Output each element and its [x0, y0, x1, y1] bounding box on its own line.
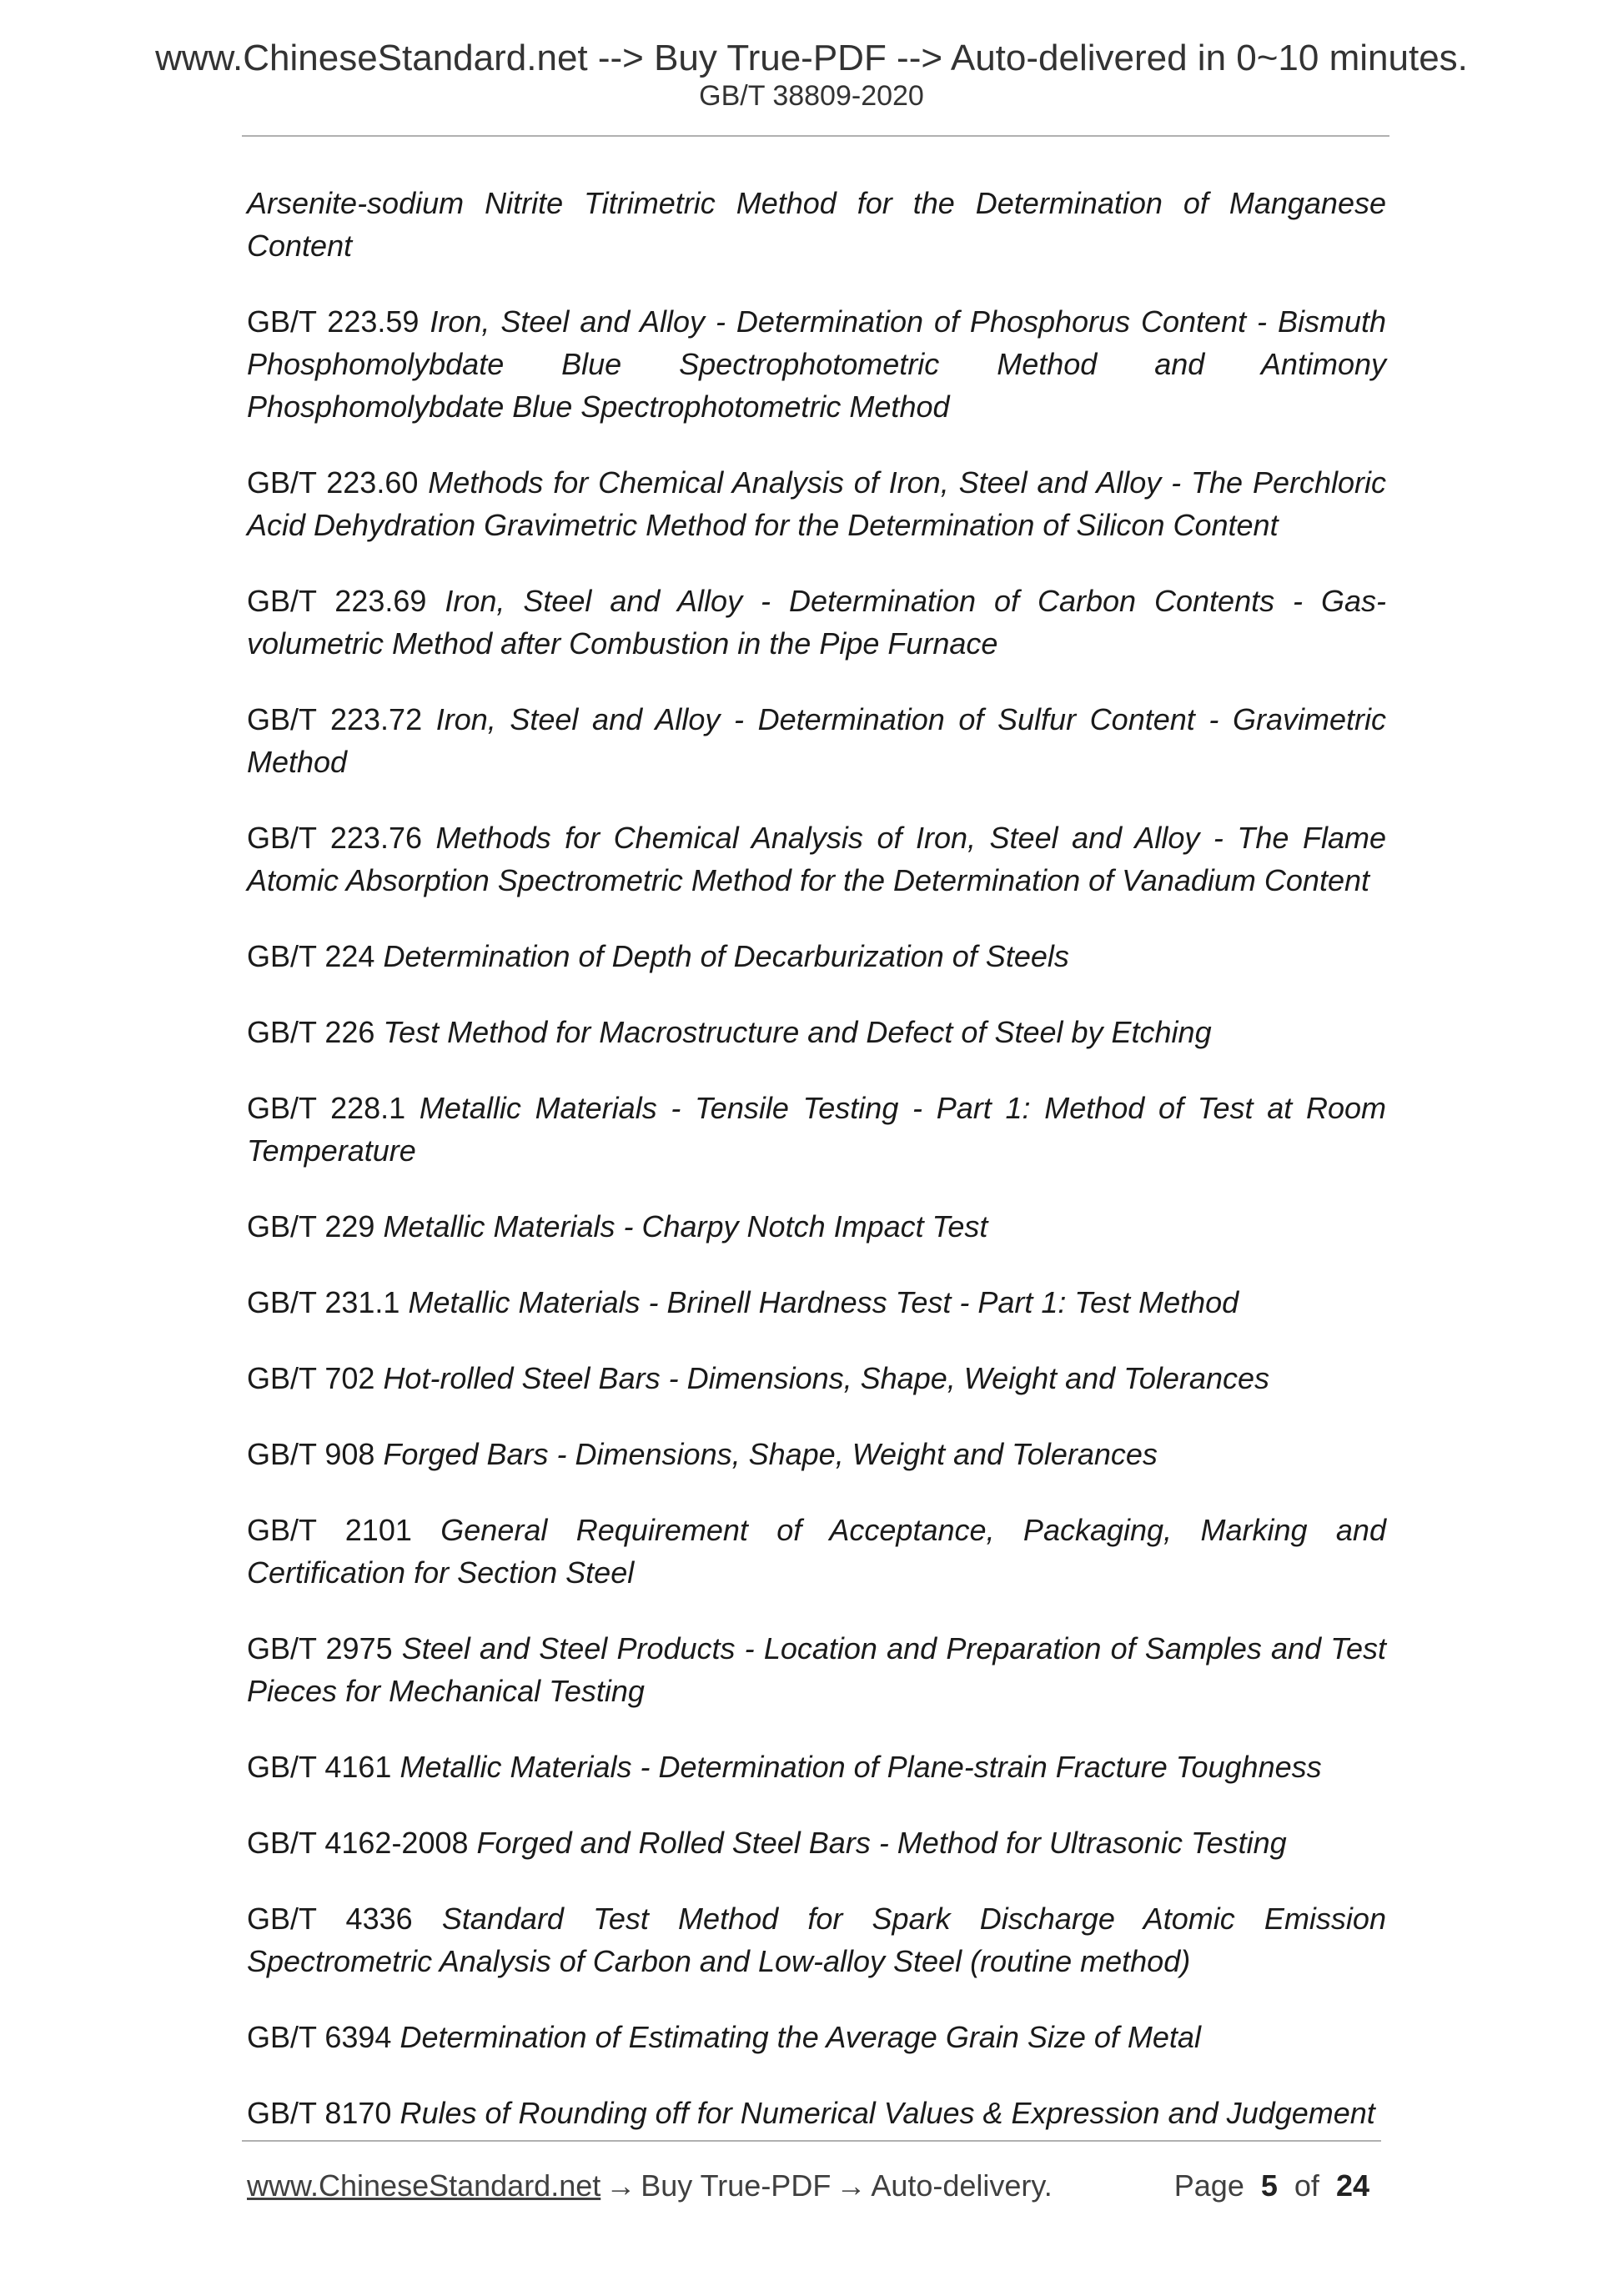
reference-title: Determination of Estimating the Average Grain Size of Metal — [399, 2020, 1201, 2054]
reference-item — [247, 1087, 1386, 1172]
reference-code: GB/T 223.76 — [247, 821, 422, 855]
reference-item — [247, 816, 1386, 902]
reference-code: GB/T 228.1 — [247, 1091, 406, 1125]
reference-title: Metallic Materials - Charpy Notch Impact Test — [383, 1209, 988, 1243]
reference-title: Metallic Materials - Tensile Testing - Part 1: Method of Test at Room Temperature — [247, 1091, 1386, 1168]
normative-references-list — [247, 182, 1386, 2168]
reference-code: GB/T 229 — [247, 1209, 375, 1243]
reference-title: Hot-rolled Steel Bars - Dimensions, Shape, Weight and Tolerances — [383, 1361, 1269, 1395]
reference-title: Rules of Rounding off for Numerical Values & Expression and Judgement — [399, 2096, 1375, 2130]
reference-item — [247, 1897, 1386, 1982]
reference-item — [247, 300, 1386, 428]
reference-title: Iron, Steel and Alloy - Determination of Carbon Contents - Gas-volumetric Method after Combustion in the Pipe Furnace — [247, 584, 1386, 661]
reference-item — [247, 935, 1386, 977]
arrow-right-icon: → — [836, 2168, 867, 2203]
reference-item — [247, 1281, 1386, 1324]
footer-promo — [247, 2165, 1053, 2207]
reference-code: GB/T 4161 — [247, 1750, 392, 1784]
reference-item — [247, 1821, 1386, 1864]
reference-code: GB/T 2101 — [247, 1513, 412, 1547]
reference-code: GB/T 231.1 — [247, 1285, 400, 1319]
header-banner[interactable]: www.ChineseStandard.net --> Buy True-PDF --> Auto-delivered in 0~10 minutes. — [155, 38, 1468, 78]
reference-title: Standard Test Method for Spark Discharge Atomic Emission Spectrometric Analysis of Carbon and Low-alloy Steel (routine method) — [247, 1902, 1386, 1978]
reference-title: Determination of Depth of Decarburization of Steels — [383, 939, 1069, 973]
page-indicator — [1174, 2165, 1369, 2207]
reference-code: GB/T 8170 — [247, 2096, 392, 2130]
page-of-label: of — [1294, 2168, 1319, 2203]
reference-code: GB/T 224 — [247, 939, 375, 973]
reference-item — [247, 1011, 1386, 1053]
reference-code: GB/T 223.59 — [247, 304, 420, 339]
reference-item — [247, 1627, 1386, 1712]
reference-item — [247, 1746, 1386, 1788]
reference-item — [247, 698, 1386, 783]
reference-code: GB/T 223.60 — [247, 465, 419, 500]
reference-title: Iron, Steel and Alloy - Determination of Phosphorus Content - Bismuth Phosphomolybdate Blue Spectrophotometric Method and Antimony Phosphomolybdate Blue Spectrophotometric Method — [247, 304, 1387, 424]
reference-title: Test Method for Macrostructure and Defect of Steel by Etching — [383, 1015, 1212, 1049]
document-code: GB/T 38809-2020 — [699, 80, 924, 112]
footer-site-link[interactable]: www.ChineseStandard.net — [247, 2168, 601, 2203]
reference-title: Steel and Steel Products - Location and Preparation of Samples and Test Pieces for Mechanical Testing — [247, 1631, 1386, 1708]
reference-code: GB/T 4162-2008 — [247, 1826, 469, 1860]
reference-code: GB/T 4336 — [247, 1902, 413, 1936]
reference-code: GB/T 702 — [247, 1361, 375, 1395]
reference-item — [247, 2092, 1386, 2134]
page-current: 5 — [1260, 2168, 1278, 2203]
reference-code: GB/T 2975 — [247, 1631, 393, 1665]
reference-item — [247, 1205, 1386, 1248]
reference-item — [247, 2016, 1386, 2058]
reference-item-continuation — [247, 182, 1386, 267]
reference-code: GB/T 226 — [247, 1015, 375, 1049]
reference-title: Methods for Chemical Analysis of Iron, Steel and Alloy - The Flame Atomic Absorption Spectrometric Method for the Determination of Vanadium Content — [247, 821, 1386, 897]
reference-item — [247, 580, 1386, 665]
reference-title: Iron, Steel and Alloy - Determination of Sulfur Content - Gravimetric Method — [247, 702, 1386, 779]
reference-title: Metallic Materials - Brinell Hardness Test - Part 1: Test Method — [408, 1285, 1239, 1319]
reference-code: GB/T 908 — [247, 1437, 375, 1471]
page-total: 24 — [1335, 2168, 1369, 2203]
footer-divider — [242, 2140, 1381, 2142]
header-divider — [242, 135, 1389, 137]
arrow-right-icon: → — [605, 2168, 636, 2203]
reference-code: GB/T 223.72 — [247, 702, 423, 736]
footer-auto-text: Auto-delivery. — [871, 2168, 1053, 2203]
footer-buy-text: Buy True-PDF — [641, 2168, 832, 2203]
page-label: Page — [1173, 2168, 1244, 2203]
reference-title: General Requirement of Acceptance, Packaging, Marking and Certification for Section Steel — [247, 1513, 1386, 1590]
reference-item — [247, 1357, 1386, 1399]
reference-code: GB/T 6394 — [247, 2020, 392, 2054]
reference-title: Metallic Materials - Determination of Plane-strain Fracture Toughness — [399, 1750, 1322, 1784]
reference-code: GB/T 223.69 — [247, 584, 427, 618]
reference-title: Arsenite-sodium Nitrite Titrimetric Method for the Determination of Manganese Content — [247, 186, 1386, 263]
reference-title: Methods for Chemical Analysis of Iron, Steel and Alloy - The Perchloric Acid Dehydration Gravimetric Method for the Determination of Silicon Content — [247, 465, 1386, 542]
page-footer — [247, 2165, 1381, 2207]
reference-item — [247, 1509, 1386, 1594]
reference-item — [247, 1433, 1386, 1475]
reference-title: Forged Bars - Dimensions, Shape, Weight and Tolerances — [383, 1437, 1158, 1471]
reference-title: Forged and Rolled Steel Bars - Method for Ultrasonic Testing — [476, 1826, 1287, 1860]
reference-item — [247, 461, 1386, 546]
